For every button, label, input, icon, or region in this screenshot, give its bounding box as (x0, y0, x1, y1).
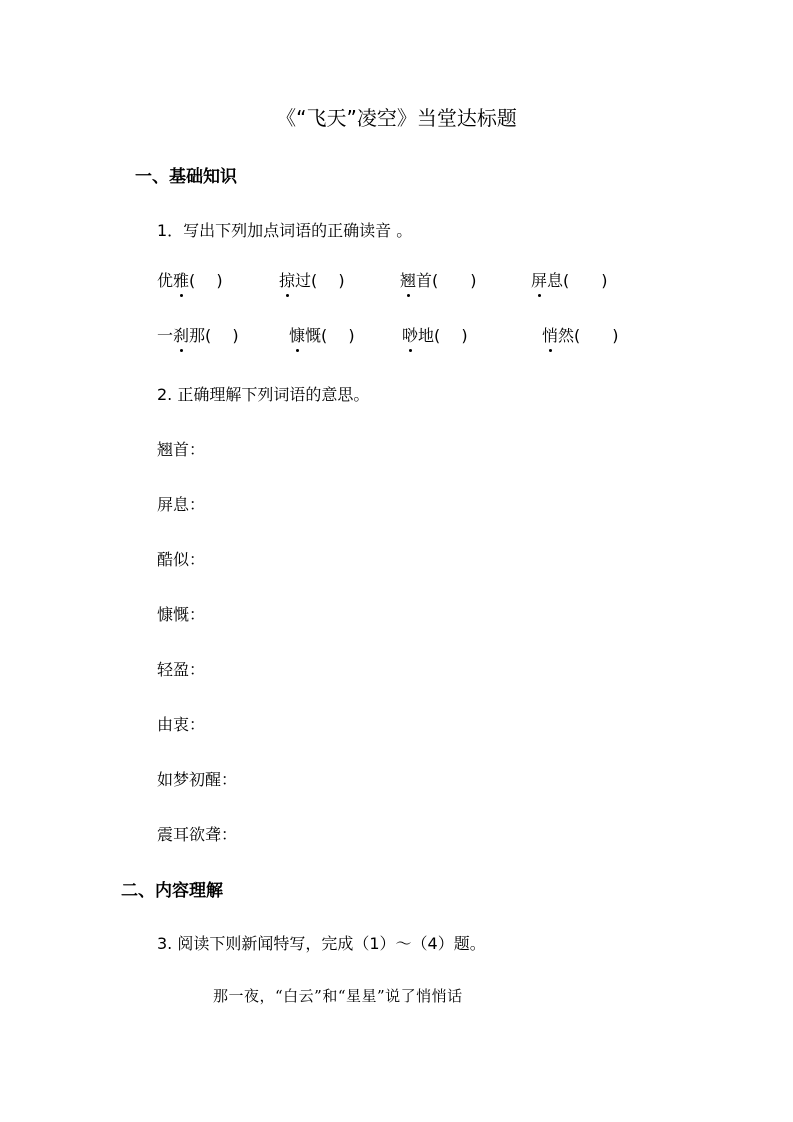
answer-blank[interactable]: ( ) (432, 271, 477, 290)
pinyin-item (531, 268, 608, 291)
page-title: 《“飞天”凌空》当堂达标题 (276, 106, 517, 130)
term-item: 慷慨： (157, 605, 206, 624)
term-item: 酷似： (157, 550, 206, 569)
answer-blank[interactable]: ( ) (311, 271, 345, 290)
dotted-character: 屏 (531, 268, 547, 291)
item-text: 过 (295, 271, 312, 290)
item-text: 慨 (305, 326, 322, 345)
term-item: 翘首： (157, 440, 206, 459)
section-heading-basic-knowledge: 一、基础知识 (135, 167, 237, 187)
pinyin-item (400, 268, 477, 291)
item-text: 优 (157, 271, 174, 290)
pinyin-row-2 (0, 323, 793, 347)
term-item: 由衷： (157, 715, 206, 734)
term-item: 震耳欲聋： (157, 825, 238, 844)
pinyin-row-1 (0, 268, 793, 292)
term-item: 如梦初醒： (157, 770, 238, 789)
dotted-character: 雅 (173, 268, 189, 291)
pinyin-item (542, 323, 619, 346)
item-text: 地 (418, 326, 435, 345)
section-heading-content-comprehension: 二、内容理解 (121, 881, 223, 901)
question-3-prompt: 3. 阅读下则新闻特写，完成（1）～（4）题。 (157, 934, 486, 953)
dotted-character: 刹 (173, 323, 189, 346)
dotted-character: 翘 (400, 268, 416, 291)
item-text: 那 (189, 326, 206, 345)
pinyin-item (289, 323, 355, 346)
pinyin-item (157, 323, 239, 346)
term-item: 轻盈： (157, 660, 206, 679)
item-text: 一 (157, 326, 174, 345)
answer-blank[interactable]: ( ) (434, 326, 468, 345)
item-text: 然 (558, 326, 575, 345)
dotted-character: 唦 (402, 323, 418, 346)
question-2-prompt: 2. 正确理解下列词语的意思。 (157, 385, 370, 404)
dotted-character: 慷 (289, 323, 305, 346)
article-title: 那一夜，“白云”和“星星”说了悄悄话 (213, 987, 463, 1005)
pinyin-item (157, 268, 223, 291)
item-text: 息 (547, 271, 564, 290)
dotted-character: 掠 (279, 268, 295, 291)
pinyin-item (279, 268, 345, 291)
dotted-character: 悄 (542, 323, 558, 346)
answer-blank[interactable]: ( ) (189, 271, 223, 290)
answer-blank[interactable]: ( ) (574, 326, 619, 345)
item-text: 首 (416, 271, 433, 290)
answer-blank[interactable]: ( ) (563, 271, 608, 290)
pinyin-item (402, 323, 468, 346)
answer-blank[interactable]: ( ) (321, 326, 355, 345)
answer-blank[interactable]: ( ) (205, 326, 239, 345)
term-item: 屏息： (157, 495, 206, 514)
question-1-prompt: 1．写出下列加点词语的正确读音 。 (157, 221, 413, 240)
